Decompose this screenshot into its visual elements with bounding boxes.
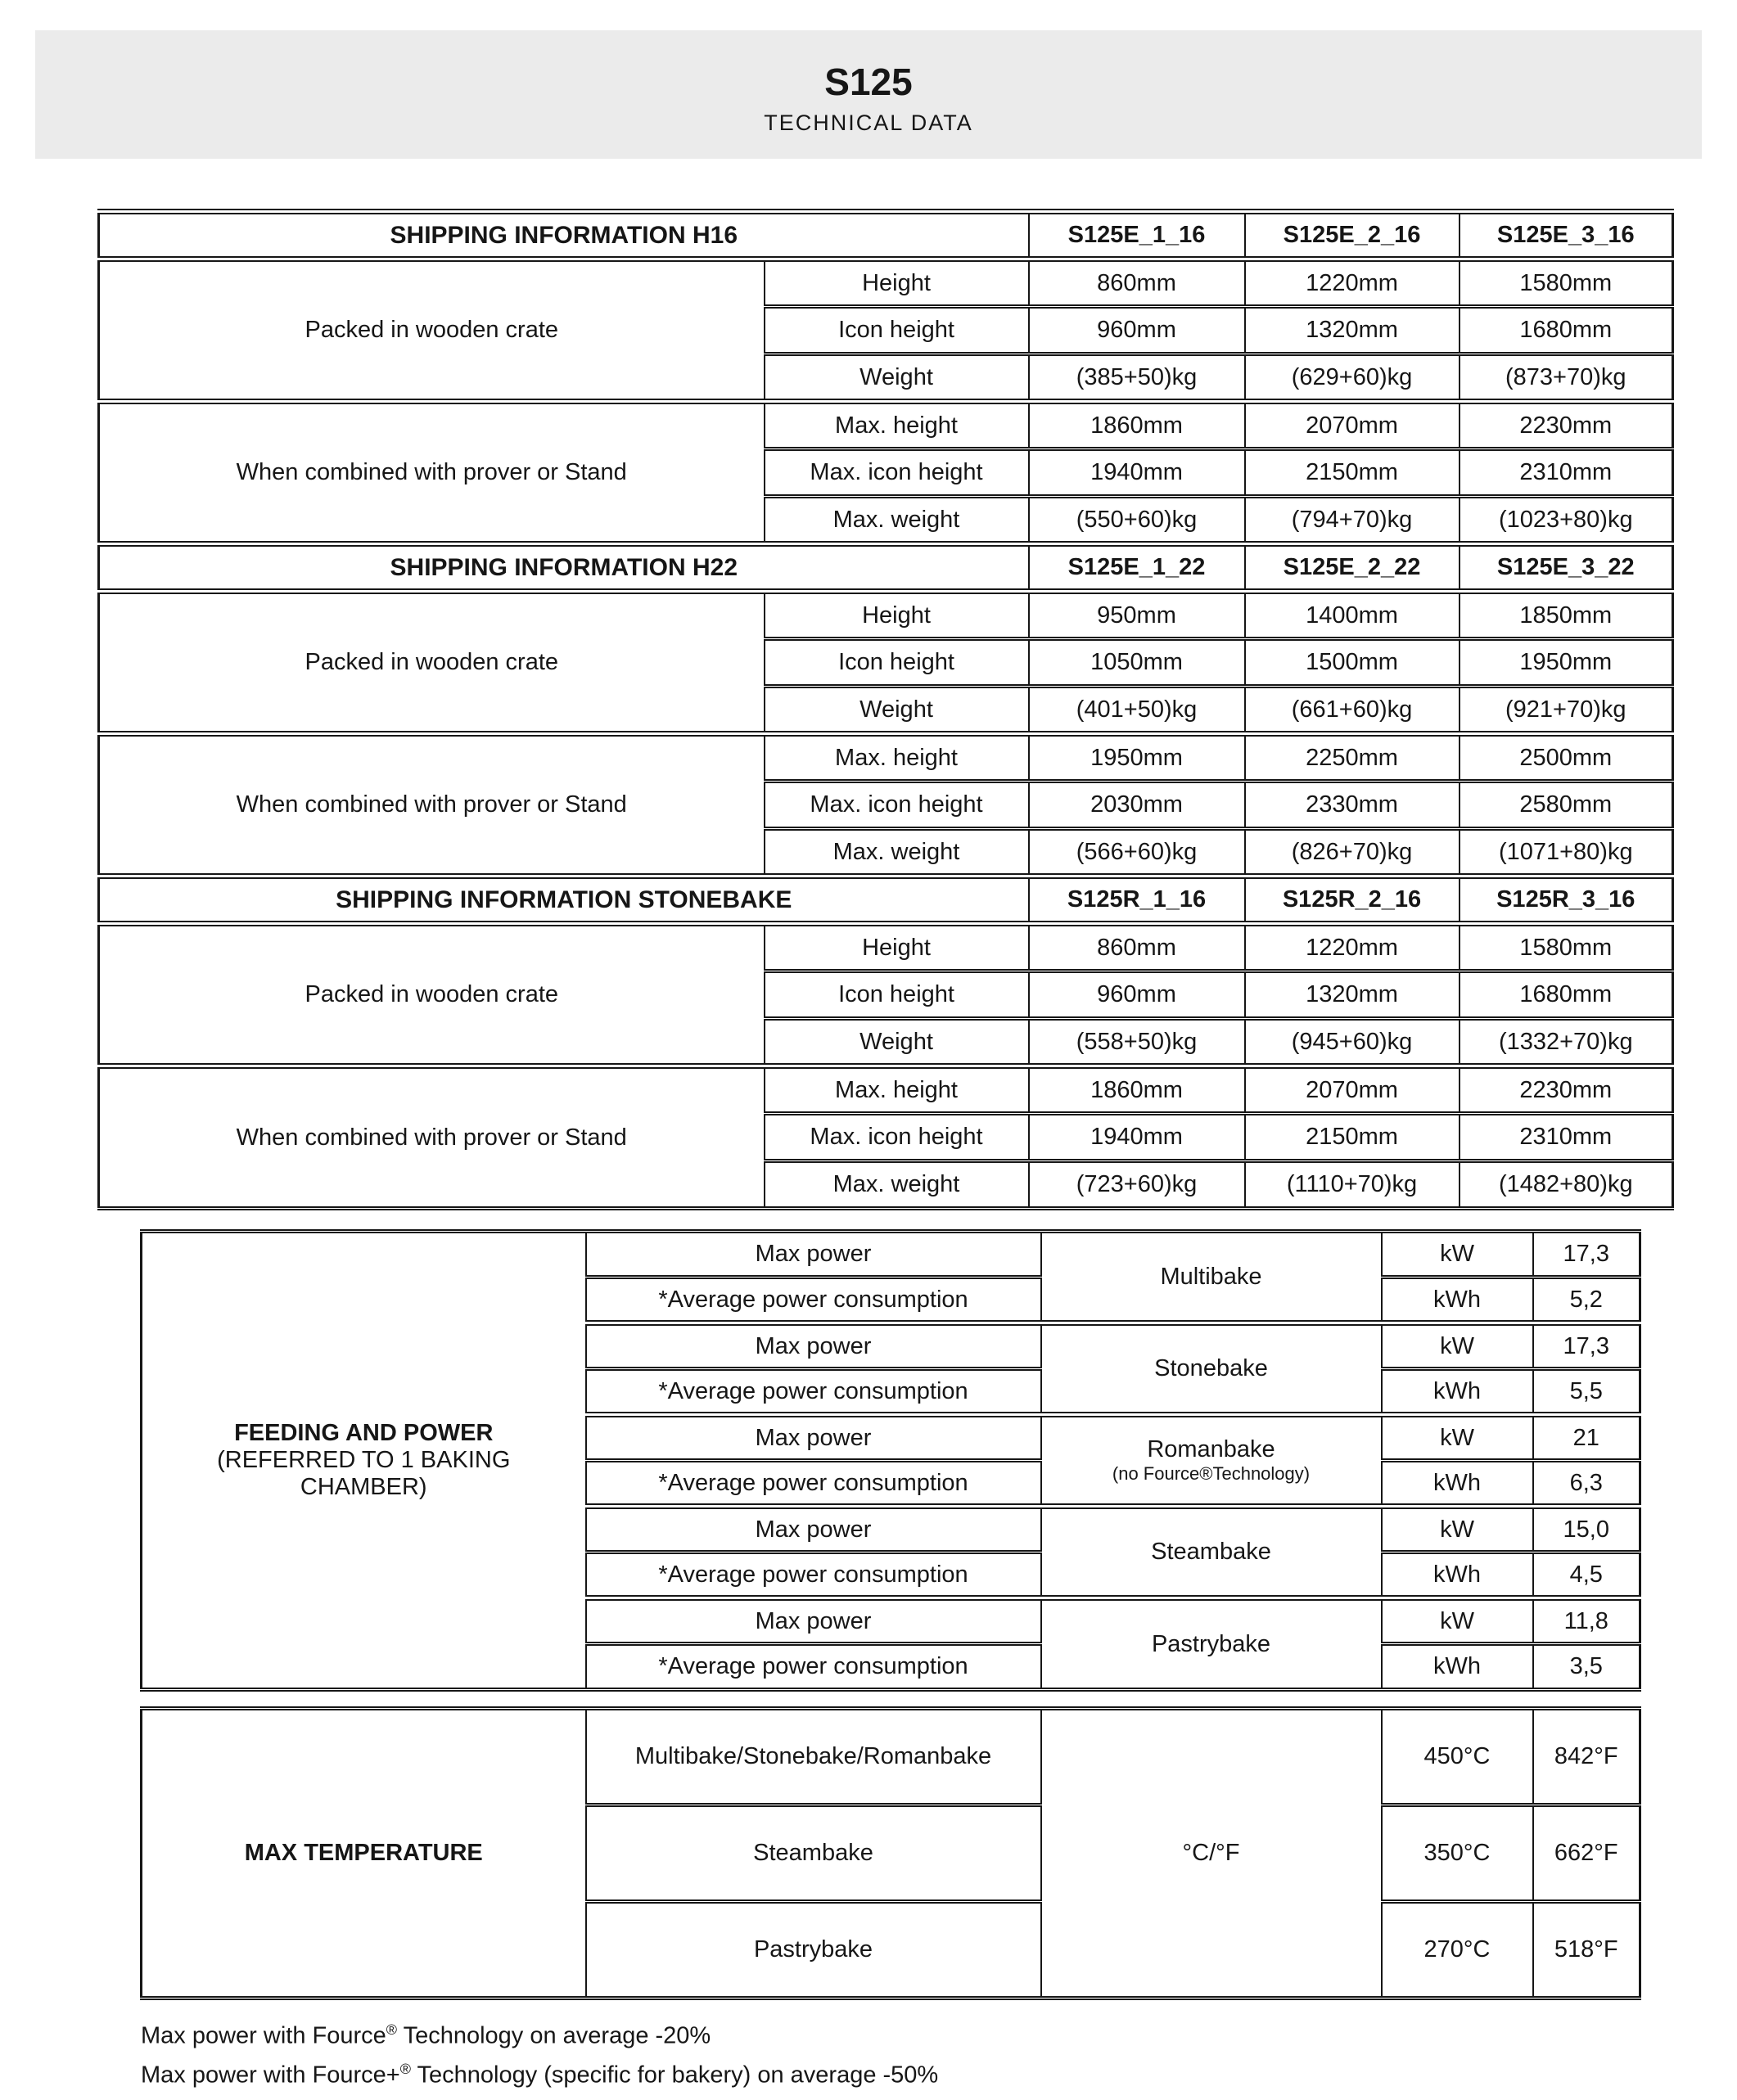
value-cell: (1332+70)kg (1460, 1019, 1673, 1066)
value-cell: 2500mm (1460, 734, 1673, 782)
value-cell: (401+50)kg (1029, 687, 1245, 734)
table-row (99, 1066, 1673, 1114)
power-row-label-cell: *Average power consumption (586, 1369, 1041, 1415)
model-header-cell: S125E_2_16 (1245, 212, 1460, 259)
temp-c-cell: 450°C (1382, 1709, 1533, 1805)
value-cell: (873+70)kg (1460, 354, 1673, 402)
group-label-cell: Packed in wooden crate (99, 592, 765, 734)
power-row-label-cell: *Average power consumption (586, 1552, 1041, 1598)
bake-mode-name: Romanbake (1147, 1436, 1275, 1463)
table-row (142, 1709, 1640, 1805)
power-row-label-cell: *Average power consumption (586, 1644, 1041, 1690)
power-value-cell: 6,3 (1533, 1461, 1640, 1507)
row-label-cell: Icon height (765, 307, 1029, 354)
section-header-row (99, 212, 1673, 259)
value-cell: 2250mm (1245, 734, 1460, 782)
temp-f-cell: 518°F (1533, 1902, 1640, 1999)
footnote-text: Max power with Fource (141, 2022, 386, 2049)
registered-mark: ® (386, 2021, 398, 2038)
power-value-cell: 15,0 (1533, 1507, 1640, 1552)
row-label-cell: Max. weight (765, 1161, 1029, 1209)
value-cell: (794+70)kg (1245, 497, 1460, 544)
value-cell: 1680mm (1460, 307, 1673, 354)
unit-cell: kWh (1382, 1461, 1533, 1507)
model-header-cell: S125R_3_16 (1460, 877, 1673, 924)
bake-mode-cell: Multibake (1041, 1232, 1382, 1323)
row-label-cell: Weight (765, 354, 1029, 402)
value-cell: 2230mm (1460, 1066, 1673, 1114)
row-label-cell: Icon height (765, 971, 1029, 1019)
bake-mode-cell (1041, 1415, 1382, 1507)
model-header-cell: S125R_2_16 (1245, 877, 1460, 924)
registered-mark: ® (399, 2061, 411, 2077)
unit-cell: kWh (1382, 1552, 1533, 1598)
page-title: S125 (824, 61, 913, 103)
value-cell: 1950mm (1029, 734, 1245, 782)
table-row (142, 1232, 1640, 1278)
unit-cell: kW (1382, 1598, 1533, 1644)
value-cell: 1500mm (1245, 639, 1460, 687)
row-label-cell: Max. height (765, 734, 1029, 782)
footnotes (141, 2021, 938, 2100)
power-value-cell: 4,5 (1533, 1552, 1640, 1598)
value-cell: 2310mm (1460, 1114, 1673, 1161)
value-cell: 2580mm (1460, 782, 1673, 829)
model-header-cell: S125E_3_22 (1460, 544, 1673, 592)
bake-mode-cell: Stonebake (1041, 1323, 1382, 1415)
feeding-label-bold: FEEDING AND POWER (234, 1420, 494, 1446)
section-header-row (99, 877, 1673, 924)
max-temperature-table (140, 1706, 1641, 2000)
value-cell: (385+50)kg (1029, 354, 1245, 402)
temp-f-cell: 842°F (1533, 1709, 1640, 1805)
temp-c-cell: 350°C (1382, 1805, 1533, 1902)
value-cell: 1220mm (1245, 259, 1460, 307)
value-cell: (566+60)kg (1029, 829, 1245, 877)
value-cell: 1320mm (1245, 971, 1460, 1019)
value-cell: 2150mm (1245, 449, 1460, 497)
value-cell: 1950mm (1460, 639, 1673, 687)
row-label-cell: Max. weight (765, 829, 1029, 877)
model-header-cell: S125E_1_22 (1029, 544, 1245, 592)
power-value-cell: 21 (1533, 1415, 1640, 1461)
power-row-label-cell: *Average power consumption (586, 1278, 1041, 1323)
group-label-cell: Packed in wooden crate (99, 259, 765, 402)
value-cell: 1860mm (1029, 1066, 1245, 1114)
value-cell: (629+60)kg (1245, 354, 1460, 402)
row-label-cell: Max. height (765, 1066, 1029, 1114)
footnote-text: Max power with Fource+ (141, 2062, 400, 2089)
power-row-label-cell: Max power (586, 1507, 1041, 1552)
value-cell: 2310mm (1460, 449, 1673, 497)
value-cell: (550+60)kg (1029, 497, 1245, 544)
temp-mode-cell: Pastrybake (586, 1902, 1041, 1999)
unit-cell: kWh (1382, 1369, 1533, 1415)
value-cell: 1850mm (1460, 592, 1673, 639)
row-label-cell: Height (765, 259, 1029, 307)
value-cell: 1940mm (1029, 449, 1245, 497)
value-cell: (1482+80)kg (1460, 1161, 1673, 1209)
value-cell: (1071+80)kg (1460, 829, 1673, 877)
table-row (99, 924, 1673, 971)
footnote (141, 2061, 938, 2089)
value-cell: 2230mm (1460, 402, 1673, 449)
footnote-text: Technology (specific for bakery) on average -50% (410, 2062, 939, 2089)
value-cell: 1320mm (1245, 307, 1460, 354)
value-cell: (1110+70)kg (1245, 1161, 1460, 1209)
value-cell: (661+60)kg (1245, 687, 1460, 734)
value-cell: (826+70)kg (1245, 829, 1460, 877)
temp-mode-cell: Steambake (586, 1805, 1041, 1902)
power-value-cell: 17,3 (1533, 1232, 1640, 1278)
value-cell: 1680mm (1460, 971, 1673, 1019)
temp-mode-cell: Multibake/Stonebake/Romanbake (586, 1709, 1041, 1805)
value-cell: 2150mm (1245, 1114, 1460, 1161)
temp-unit-cell: °C/°F (1041, 1709, 1382, 1999)
value-cell: (723+60)kg (1029, 1161, 1245, 1209)
row-label-cell: Max. height (765, 402, 1029, 449)
value-cell: 2030mm (1029, 782, 1245, 829)
value-cell: 1050mm (1029, 639, 1245, 687)
power-value-cell: 17,3 (1533, 1323, 1640, 1369)
model-header-cell: S125R_1_16 (1029, 877, 1245, 924)
temp-f-cell: 662°F (1533, 1805, 1640, 1902)
value-cell: 1860mm (1029, 402, 1245, 449)
unit-cell: kWh (1382, 1278, 1533, 1323)
bake-mode-note: (no Fource®Technology) (1112, 1463, 1311, 1485)
section-title-cell: SHIPPING INFORMATION H22 (99, 544, 1029, 592)
row-label-cell: Icon height (765, 639, 1029, 687)
value-cell: 1220mm (1245, 924, 1460, 971)
shipping-table (97, 209, 1674, 1210)
table-row (99, 402, 1673, 449)
value-cell: 1940mm (1029, 1114, 1245, 1161)
value-cell: 860mm (1029, 259, 1245, 307)
group-label-cell: When combined with prover or Stand (99, 734, 765, 877)
value-cell: (921+70)kg (1460, 687, 1673, 734)
group-label-cell: Packed in wooden crate (99, 924, 765, 1066)
table-row (99, 592, 1673, 639)
group-label-cell: When combined with prover or Stand (99, 402, 765, 544)
value-cell: 1400mm (1245, 592, 1460, 639)
unit-cell: kW (1382, 1415, 1533, 1461)
value-cell: 1580mm (1460, 259, 1673, 307)
power-value-cell: 3,5 (1533, 1644, 1640, 1690)
power-row-label-cell: Max power (586, 1598, 1041, 1644)
model-header-cell: S125E_3_16 (1460, 212, 1673, 259)
value-cell: 860mm (1029, 924, 1245, 971)
value-cell: 2070mm (1245, 1066, 1460, 1114)
bake-mode-cell: Pastrybake (1041, 1598, 1382, 1690)
unit-cell: kW (1382, 1232, 1533, 1278)
bake-mode-cell: Steambake (1041, 1507, 1382, 1598)
row-label-cell: Max. icon height (765, 449, 1029, 497)
section-title-cell: SHIPPING INFORMATION STONEBAKE (99, 877, 1029, 924)
max-temperature-label-cell: MAX TEMPERATURE (142, 1709, 586, 1999)
row-label-cell: Weight (765, 1019, 1029, 1066)
power-row-label-cell: Max power (586, 1232, 1041, 1278)
unit-cell: kW (1382, 1323, 1533, 1369)
power-value-cell: 5,5 (1533, 1369, 1640, 1415)
power-value-cell: 11,8 (1533, 1598, 1640, 1644)
section-title-cell: SHIPPING INFORMATION H16 (99, 212, 1029, 259)
footnote (141, 2021, 938, 2050)
value-cell: (1023+80)kg (1460, 497, 1673, 544)
table-row (99, 259, 1673, 307)
model-header-cell: S125E_1_16 (1029, 212, 1245, 259)
feeding-power-table (140, 1229, 1641, 1692)
value-cell: 2330mm (1245, 782, 1460, 829)
table-row (99, 734, 1673, 782)
row-label-cell: Weight (765, 687, 1029, 734)
value-cell: 960mm (1029, 971, 1245, 1019)
header-band (35, 30, 1702, 159)
row-label-cell: Max. icon height (765, 782, 1029, 829)
power-row-label-cell: *Average power consumption (586, 1461, 1041, 1507)
value-cell: 2070mm (1245, 402, 1460, 449)
group-label-cell: When combined with prover or Stand (99, 1066, 765, 1209)
unit-cell: kW (1382, 1507, 1533, 1552)
row-label-cell: Height (765, 592, 1029, 639)
value-cell: 960mm (1029, 307, 1245, 354)
value-cell: 1580mm (1460, 924, 1673, 971)
power-row-label-cell: Max power (586, 1323, 1041, 1369)
value-cell: 950mm (1029, 592, 1245, 639)
feeding-label-cell (142, 1232, 586, 1690)
value-cell: (558+50)kg (1029, 1019, 1245, 1066)
row-label-cell: Height (765, 924, 1029, 971)
temp-c-cell: 270°C (1382, 1902, 1533, 1999)
row-label-cell: Max. icon height (765, 1114, 1029, 1161)
unit-cell: kWh (1382, 1644, 1533, 1690)
power-row-label-cell: Max power (586, 1415, 1041, 1461)
footnote-text: Technology on average -20% (397, 2022, 711, 2049)
value-cell: (945+60)kg (1245, 1019, 1460, 1066)
model-header-cell: S125E_2_22 (1245, 544, 1460, 592)
power-value-cell: 5,2 (1533, 1278, 1640, 1323)
feeding-label-rest: (REFERRED TO 1 BAKING CHAMBER) (217, 1447, 511, 1500)
section-header-row (99, 544, 1673, 592)
page-subtitle: TECHNICAL DATA (764, 110, 973, 135)
row-label-cell: Max. weight (765, 497, 1029, 544)
